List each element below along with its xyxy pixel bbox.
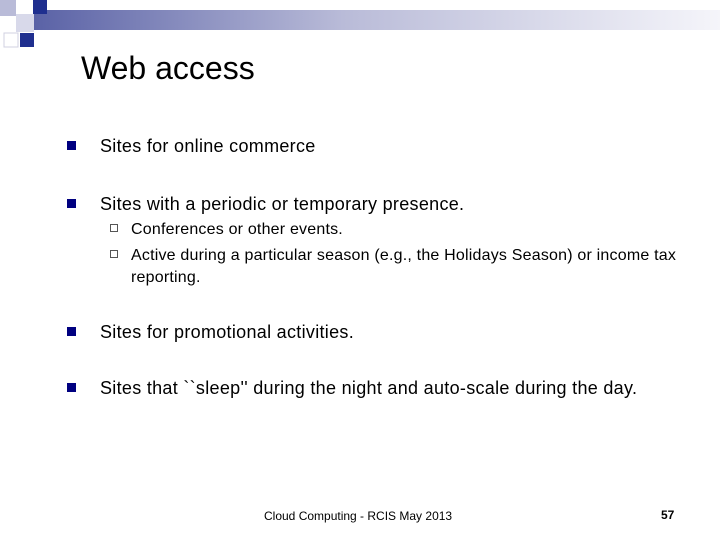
bullet-item [67, 375, 637, 401]
header-square [0, 17, 16, 33]
square-bullet-icon [67, 199, 76, 208]
hollow-square-bullet-icon [110, 224, 118, 232]
bullet-text: Sites for online commerce [100, 136, 316, 156]
bullet-text: Sites with a periodic or temporary presence. [100, 194, 465, 214]
header-square [20, 33, 34, 47]
header-square [4, 33, 18, 47]
square-bullet-icon [67, 141, 76, 150]
header-gradient-bar [34, 10, 720, 30]
slide-footer: Cloud Computing - RCIS May 2013 [264, 509, 453, 523]
sub-bullet-text: Active during a particular season (e.g., the Holidays Season) or income tax reporting. [131, 247, 677, 286]
bullet-text: Sites for promotional activities. [100, 322, 354, 342]
bullet-item [67, 319, 354, 345]
slide-title: Web access [81, 50, 255, 86]
bullet-item [67, 133, 316, 159]
header-square [0, 0, 16, 16]
bullet-text: Sites that ``sleep'' during the night and auto-scale during the day. [100, 378, 638, 398]
sub-bullet-text: Conferences or other events. [131, 221, 343, 238]
hollow-square-bullet-icon [110, 250, 118, 258]
page-number: 57 [661, 508, 675, 522]
header-square [16, 0, 32, 16]
header-square [16, 14, 34, 32]
sub-bullet-item [110, 245, 691, 289]
sub-bullet-item [110, 219, 691, 241]
header-decoration [0, 0, 720, 50]
square-bullet-icon [67, 327, 76, 336]
bullet-item [67, 191, 464, 217]
square-bullet-icon [67, 383, 76, 392]
header-square [33, 0, 47, 14]
